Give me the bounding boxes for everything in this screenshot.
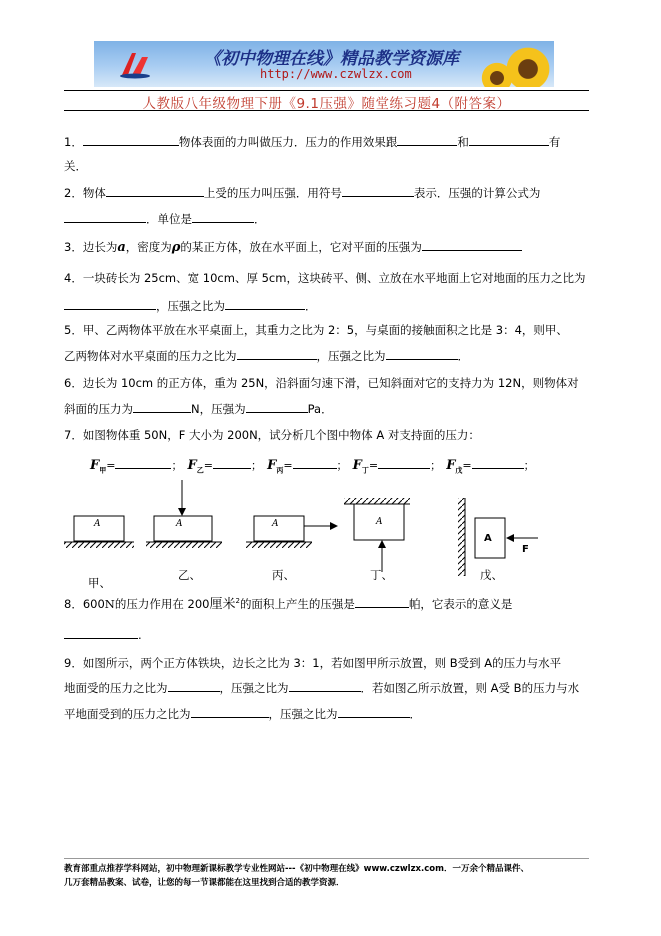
answer-blank[interactable] bbox=[133, 400, 191, 413]
answer-blank[interactable] bbox=[191, 705, 269, 718]
question-9: 9．如图所示，两个正方体铁块，边长之比为 3：1，若如图甲所示放置，则 B受到 A的压力与水平 bbox=[64, 656, 562, 670]
answer-blank[interactable] bbox=[168, 679, 220, 692]
question-8: 8．600N的压力作用在 200厘米$^2$的面积上产生的压强是 帕，它表示的意义是 bbox=[64, 596, 513, 612]
caption-wu: 戊、 bbox=[480, 568, 503, 582]
question-1: 1． 物体表面的力叫做压力．压力的作用效果跟 和 有 bbox=[64, 135, 561, 149]
diagram-jia bbox=[64, 516, 134, 548]
caption-ding: 丁、 bbox=[370, 568, 393, 582]
answer-blank[interactable] bbox=[355, 595, 409, 608]
question-7: 7．如图物体重 50N，F 大小为 200N，试分析几个图中物体 A 对支持面的压力： bbox=[64, 428, 480, 442]
answer-blank[interactable] bbox=[64, 297, 156, 310]
svg-text:A: A bbox=[176, 519, 183, 529]
answer-blank[interactable] bbox=[83, 133, 179, 146]
answer-blank[interactable] bbox=[237, 347, 317, 360]
force-diagrams bbox=[60, 476, 540, 576]
answer-blank[interactable] bbox=[289, 679, 361, 692]
answer-blank[interactable] bbox=[213, 456, 251, 469]
diagram-bing bbox=[246, 516, 336, 548]
question-9-cont: 地面受的压力之比为 ，压强之比为 ．若如图乙所示放置，则 A受 B的压力与水 bbox=[64, 681, 580, 695]
caption-bing: 丙、 bbox=[272, 568, 295, 582]
caption-jia: 甲、 bbox=[88, 576, 111, 590]
question-6: 6．边长为 10cm 的正方体，重为 25N，沿斜面匀速下滑，已知斜面对它的支持力为 12N，则物体对 bbox=[64, 376, 579, 390]
answer-blank[interactable] bbox=[225, 297, 305, 310]
answer-blank[interactable] bbox=[115, 456, 171, 469]
answer-blank[interactable] bbox=[64, 626, 138, 639]
svg-text:A: A bbox=[94, 519, 101, 529]
answer-blank[interactable] bbox=[338, 705, 410, 718]
question-4: 4．一块砖长为 25cm、宽 10cm、厚 5cm，这块砖平、侧、立放在水平地面上它对地面的压力之比为 bbox=[64, 271, 586, 285]
svg-text:A: A bbox=[376, 517, 383, 527]
question-2: 2．物体 上受的压力叫压强．用符号 表示．压强的计算公式为 bbox=[64, 186, 541, 200]
question-1-cont: 关． bbox=[64, 159, 87, 173]
footer-line-1: 教育部重点推荐学科网站，初中物理新课标教学专业性网站---《初中物理在线》www.czwlzx.com．一万余个精品课件、 bbox=[64, 864, 529, 874]
footer-rule bbox=[64, 858, 589, 859]
diagram-yi bbox=[146, 480, 222, 548]
question-8-cont: . bbox=[64, 626, 142, 643]
svg-text:F: F bbox=[522, 544, 529, 555]
question-6-cont: 斜面的压力为 N，压强为 Pa． bbox=[64, 402, 333, 416]
question-9-cont2: 平地面受到的压力之比为 ，压强之比为 ． bbox=[64, 707, 421, 721]
answer-blank[interactable] bbox=[422, 238, 522, 251]
question-5: 5．甲、乙两物体平放在水平桌面上，其重力之比为 2：5，与桌面的接触面积之比是 3：4，则甲、 bbox=[64, 323, 568, 337]
title-rule bbox=[64, 110, 589, 111]
answer-blank[interactable] bbox=[469, 133, 549, 146]
diagram-ding bbox=[344, 498, 410, 572]
caption-yi: 乙、 bbox=[178, 568, 201, 582]
svg-text:A: A bbox=[272, 519, 279, 529]
footer-line-2: 几万套精品教案、试卷，让您的每一节课都能在这里找到合适的教学资源． bbox=[64, 878, 345, 888]
answer-blank[interactable] bbox=[106, 184, 204, 197]
answer-blank[interactable] bbox=[342, 184, 414, 197]
diagram-wu bbox=[458, 498, 538, 576]
answer-blank[interactable] bbox=[472, 456, 524, 469]
answer-blank[interactable] bbox=[397, 133, 457, 146]
footer bbox=[64, 862, 604, 890]
page-title: 人教版八年级物理下册《9.1压强》随堂练习题4（附答案） bbox=[142, 96, 511, 112]
question-2-cont: ．单位是 ． bbox=[64, 210, 266, 227]
answer-blank[interactable] bbox=[64, 210, 146, 223]
answer-blank[interactable] bbox=[386, 347, 458, 360]
banner-url[interactable]: http://www.czwlzx.com bbox=[260, 67, 412, 81]
answer-blank[interactable] bbox=[246, 400, 308, 413]
site-logo-icon bbox=[118, 49, 152, 79]
question-5-cont: 乙两物体对水平桌面的压力之比为 ，压强之比为 ． bbox=[64, 349, 469, 363]
header-rule bbox=[64, 90, 589, 91]
force-answer-row: $F_甲=$ ； $F_乙=$ ； $F_丙=$ ； $F_丁=$ ； $F_戊=$ ； bbox=[90, 458, 535, 475]
answer-blank[interactable] bbox=[293, 456, 337, 469]
question-3: 3．边长为a，密度为ρ的某正方体，放在水平面上，它对平面的压强为 bbox=[64, 238, 522, 256]
sunflower-decoration bbox=[504, 45, 552, 87]
answer-blank[interactable] bbox=[192, 210, 254, 223]
banner-title: 《初中物理在线》精品教学资源库 bbox=[204, 49, 459, 69]
answer-blank[interactable] bbox=[378, 456, 430, 469]
header-banner bbox=[94, 41, 554, 87]
svg-text:A: A bbox=[484, 533, 492, 544]
question-4-cont: ，压强之比为 ． bbox=[64, 297, 317, 314]
